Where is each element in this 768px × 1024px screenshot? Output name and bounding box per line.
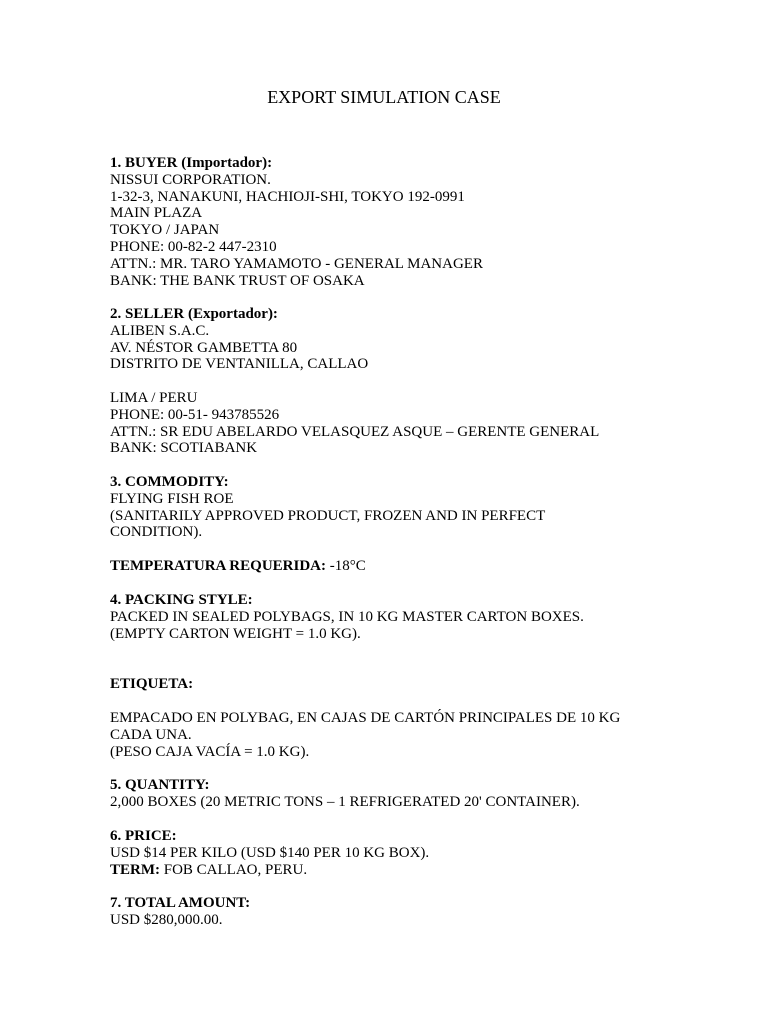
- buyer-city: TOKYO / JAPAN: [110, 222, 220, 239]
- buyer-phone: PHONE: 00-82-2 447-2310: [110, 238, 277, 255]
- label-section: [110, 676, 710, 693]
- price-section: [110, 828, 710, 878]
- page-title: EXPORT SIMULATION CASE: [267, 87, 501, 107]
- term-value: FOB CALLAO, PERU.: [160, 861, 308, 878]
- total-heading: 7. TOTAL AMOUNT:: [110, 895, 251, 911]
- seller-section: [110, 306, 710, 373]
- total-section: [110, 895, 710, 929]
- total-line: USD $280,000.00.: [110, 911, 223, 928]
- quantity-heading: 5. QUANTITY:: [110, 777, 210, 793]
- label-line-2: CADA UNA.: [110, 726, 192, 743]
- packing-section: [110, 592, 710, 642]
- price-heading: 6. PRICE:: [110, 828, 177, 844]
- seller-phone: PHONE: 00-51- 943785526: [110, 406, 280, 423]
- label-line-1: EMPACADO EN POLYBAG, EN CAJAS DE CARTÓN PRINCIPALES DE 10 KG: [110, 710, 621, 726]
- temperature-section: [110, 558, 710, 575]
- buyer-plaza: MAIN PLAZA: [110, 205, 203, 222]
- price-line: USD $14 PER KILO (USD $140 PER 10 KG BOX).: [110, 844, 430, 861]
- seller-city: LIMA / PERU: [110, 390, 198, 406]
- seller-attn: ATTN.: SR EDU ABELARDO VELASQUEZ ASQUE – GERENTE GENERAL: [110, 423, 600, 440]
- seller-address: AV. NÉSTOR GAMBETTA 80: [110, 339, 298, 356]
- temperature-value: -18°C: [325, 558, 366, 574]
- seller-name: ALIBEN S.A.C.: [110, 322, 210, 339]
- term-label: TERM:: [110, 861, 160, 878]
- packing-heading: 4. PACKING STYLE:: [110, 592, 253, 608]
- temperature-label: TEMPERATURA REQUERIDA:: [110, 558, 326, 574]
- label-line-3: (PESO CAJA VACÍA = 1.0 KG).: [110, 743, 310, 760]
- buyer-bank: BANK: THE BANK TRUST OF OSAKA: [110, 272, 365, 289]
- packing-line-1: PACKED IN SEALED POLYBAGS, IN 10 KG MASTER CARTON BOXES.: [110, 608, 584, 625]
- seller-district: DISTRITO DE VENTANILLA, CALLAO: [110, 356, 369, 373]
- buyer-address: 1-32-3, NANAKUNI, HACHIOJI-SHI, TOKYO 192-0991: [110, 188, 465, 205]
- label-body: [110, 710, 710, 760]
- label-heading: ETIQUETA:: [110, 676, 194, 692]
- buyer-attn: ATTN.: MR. TARO YAMAMOTO - GENERAL MANAGER: [110, 255, 483, 272]
- quantity-line: 2,000 BOXES (20 METRIC TONS – 1 REFRIGERATED 20' CONTAINER).: [110, 793, 580, 810]
- commodity-section: [110, 474, 710, 541]
- seller-contact: [110, 390, 710, 457]
- buyer-section: [110, 155, 710, 289]
- buyer-heading: 1. BUYER (Importador):: [110, 155, 273, 171]
- commodity-note-cont: CONDITION).: [110, 524, 203, 541]
- quantity-section: [110, 777, 710, 811]
- commodity-note: (SANITARILY APPROVED PRODUCT, FROZEN AND IN PERFECT: [110, 507, 546, 524]
- seller-heading: 2. SELLER (Exportador):: [110, 306, 278, 322]
- commodity-name: FLYING FISH ROE: [110, 490, 234, 507]
- packing-line-2: (EMPTY CARTON WEIGHT = 1.0 KG).: [110, 625, 361, 642]
- commodity-heading: 3. COMMODITY:: [110, 474, 229, 490]
- seller-bank: BANK: SCOTIABANK: [110, 440, 258, 457]
- buyer-name: NISSUI CORPORATION.: [110, 171, 271, 188]
